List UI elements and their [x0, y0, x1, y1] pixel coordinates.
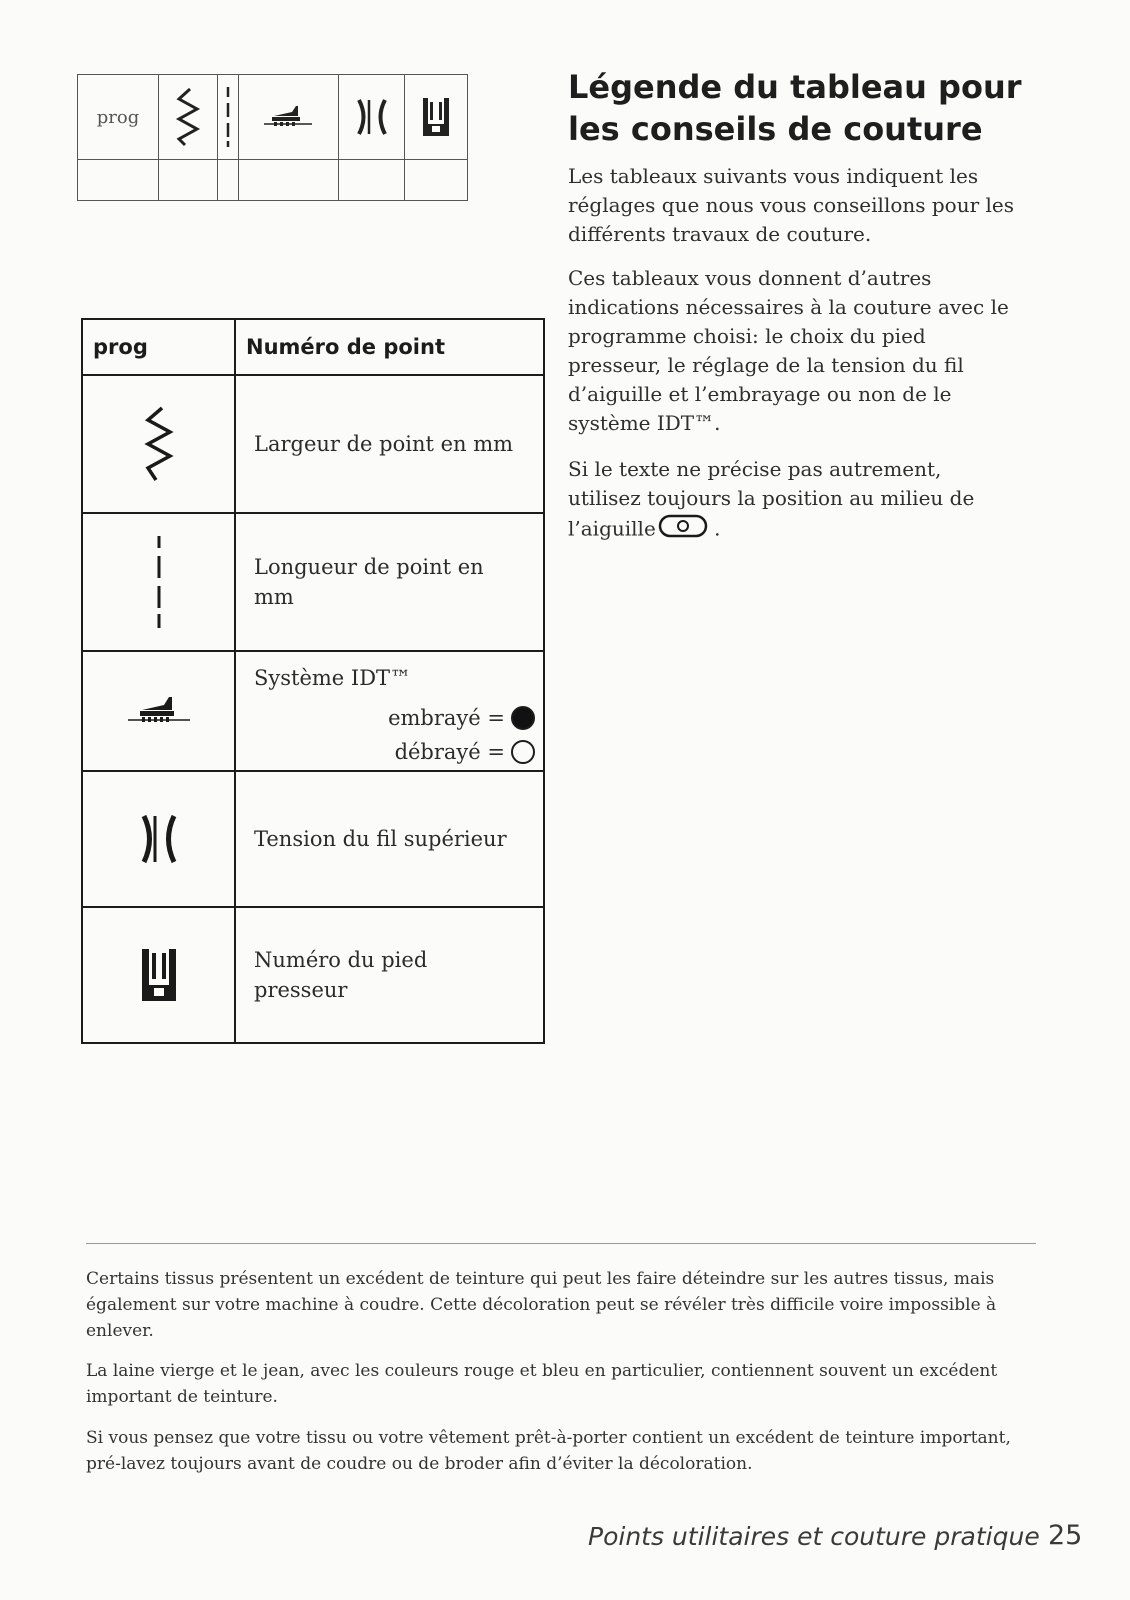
idt-engaged-label: embrayé = — [388, 706, 505, 730]
page-title: Légende du tableau pour les conseils de couture — [568, 68, 1022, 148]
idt-system-icon — [82, 651, 235, 771]
needle-position-period: . — [714, 516, 721, 541]
row-label-stitch-width: Largeur de point en mm — [235, 375, 544, 513]
note-prewash: Si vous pensez que votre tissu ou votre vêtement prêt-à-porter contient un excédent de teinture important, pré-lavez toujours avant de coudre ou de broder afin d’éviter la décoloration. — [86, 1428, 1011, 1474]
needle-position-text: Si le texte ne précise pas autrement, utilisez toujours la position au milieu de l’aiguille — [568, 457, 975, 541]
row-label-thread-tension: Tension du fil supérieur — [235, 771, 544, 907]
mini-empty-cell — [339, 160, 405, 201]
zigzag-width-icon — [82, 375, 235, 513]
mini-empty-cell — [238, 160, 338, 201]
idt-system-icon — [238, 75, 338, 160]
idt-disengaged-label: débrayé = — [394, 740, 505, 764]
row-label-presser-foot: Numéro du pied presseur — [235, 907, 544, 1043]
needle-position-paragraph — [568, 455, 1018, 547]
idt-engaged — [388, 703, 535, 733]
legend-header-stitch-number: Numéro de point — [235, 319, 544, 375]
table-row — [82, 771, 544, 907]
mini-empty-cell — [217, 160, 238, 201]
mini-prog-label: prog — [78, 75, 159, 160]
table-row — [82, 651, 544, 771]
filled-circle-icon — [511, 706, 535, 730]
thread-tension-icon — [339, 75, 405, 160]
legend-table — [81, 318, 545, 1044]
mini-empty-cell — [405, 160, 468, 201]
mini-empty-cell — [159, 160, 218, 201]
presser-foot-icon — [82, 907, 235, 1043]
legend-header-row — [82, 319, 544, 375]
idt-disengaged — [395, 737, 535, 767]
row-label-idt-system: Système IDT™ — [254, 666, 412, 690]
presser-foot-icon — [405, 75, 468, 160]
zigzag-width-icon — [159, 75, 218, 160]
table-row — [82, 375, 544, 513]
mini-empty-cell — [78, 160, 159, 201]
divider — [86, 1243, 1036, 1244]
note-wool-jeans: La laine vierge et le jean, avec les couleurs rouge et bleu en particulier, contiennent souvent un excédent important de teinture. — [86, 1361, 998, 1407]
note-dye-excess: Certains tissus présentent un excédent de teinture qui peut les faire déteindre sur les autres tissus, mais également sur votre machine à coudre. Cette décoloration peut se révéler très difficile voire impossible à enlever. — [86, 1269, 997, 1341]
idt-cell — [235, 651, 544, 771]
needle-center-position-icon — [658, 513, 708, 547]
table-row — [82, 513, 544, 651]
intro-paragraph: Les tableaux suivants vous indiquent les réglages que nous vous conseillons pour les différents travaux de couture. — [568, 164, 1015, 246]
details-paragraph: Ces tableaux vous donnent d’autres indications nécessaires à la couture avec le programme choisi: le choix du pied presseur, le réglage de la tension du fil d’aiguille et l’embrayage ou non de le système IDT™. — [568, 266, 1009, 435]
mini-legend-table — [77, 74, 468, 201]
stitch-length-icon — [217, 75, 238, 160]
page-number: 25 — [1048, 1520, 1083, 1551]
thread-tension-icon — [82, 771, 235, 907]
row-label-stitch-length: Longueur de point en mm — [235, 513, 544, 651]
empty-circle-icon — [511, 740, 535, 764]
stitch-length-icon — [82, 513, 235, 651]
section-footer: Points utilitaires et couture pratique — [588, 1522, 1040, 1551]
table-row — [82, 907, 544, 1043]
legend-header-prog: prog — [82, 319, 235, 375]
